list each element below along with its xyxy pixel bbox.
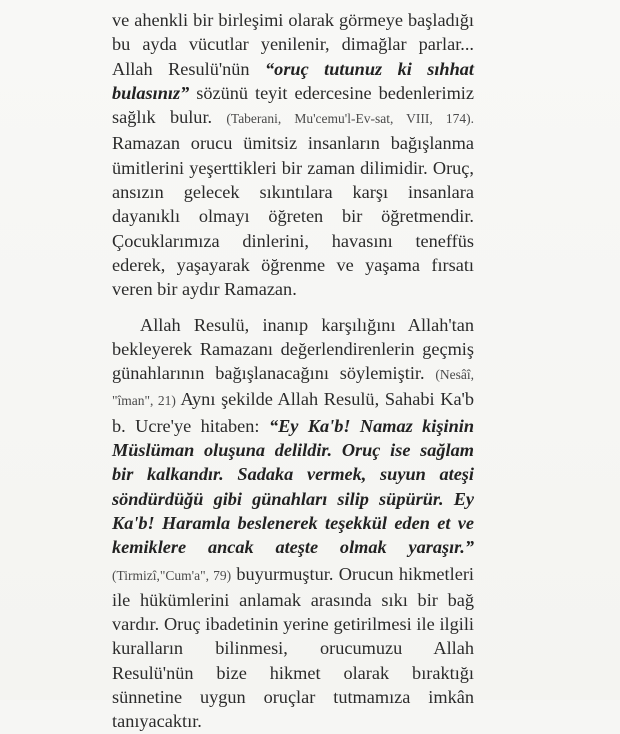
paragraph-1	[112, 8, 474, 302]
text-column	[112, 8, 474, 734]
body-text: Ramazan orucu ümitsiz insanların bağışlanma ümitlerini yeşerttikleri bir zaman dilimidir. Oruç, ansızın gelecek sıkıntılara karşı insanlara dayanıklı olmayı öğreten bir öğretmendir. Çocuklarımıza dinlerini, havasını teneffüs ederek, yaşayarak öğrenme ve yaşama fırsatı veren bir aydır Ramazan.	[112, 133, 474, 300]
hadith-quote: “Ey Ka'b! Namaz kişinin Müslüman oluşuna delildir. Oruç ise sağlam bir kalkandır. Sadaka vermek, suyun ateşi söndürdüğü gibi günahları silip süpürür. Ey Ka'b! Haramla beslenerek teşekkül eden et ve kemiklere ancak ateşte olmak yaraşır.”	[112, 415, 474, 558]
body-text: ve ahenkli bir birleşimi olarak görmeye başladığı bu ayda vücutlar yenilenir, dimağlar parlar... Allah Resulü'nün	[112, 10, 474, 79]
body-text: Allah Resulü, inanıp karşılığını Allah'tan bekleyerek Ramazanı değerlendirenlerin geçmiş günahlarının bağışlanacağını söylemiştir.	[112, 314, 474, 384]
body-text: buyurmuştur. Orucun hikmetleri ile hükümlerini anlamak arasında sıkı bir bağ vardır. Oruç ibadetinin yerine getirilmesi ile ilgili kuralların bilinmesi, orucumuzu Allah Resulü'nün bize hikmet olarak bıraktığı sünnetine uygun oruçlar tutmamıza imkân tanıyacaktır.	[112, 563, 474, 732]
body-text: Aynı şekilde Allah Resulü, Sahabi Ka'b b. Ucre'ye hitaben:	[112, 389, 474, 436]
source-reference: (Tirmizî,"Cum'a", 79)	[112, 567, 232, 583]
source-reference: (Nesâî, "îman", 21)	[112, 367, 474, 409]
body-text: sözünü teyit edercesine bedenlerimiz sağlık bulur.	[112, 82, 474, 128]
paragraph-2	[112, 313, 474, 734]
source-reference: (Taberani, Mu'cemu'l-Ev-sat, VIII, 174).	[226, 111, 474, 127]
hadith-quote: “oruç tutunuz ki sıhhat bulasınız”	[112, 58, 474, 103]
